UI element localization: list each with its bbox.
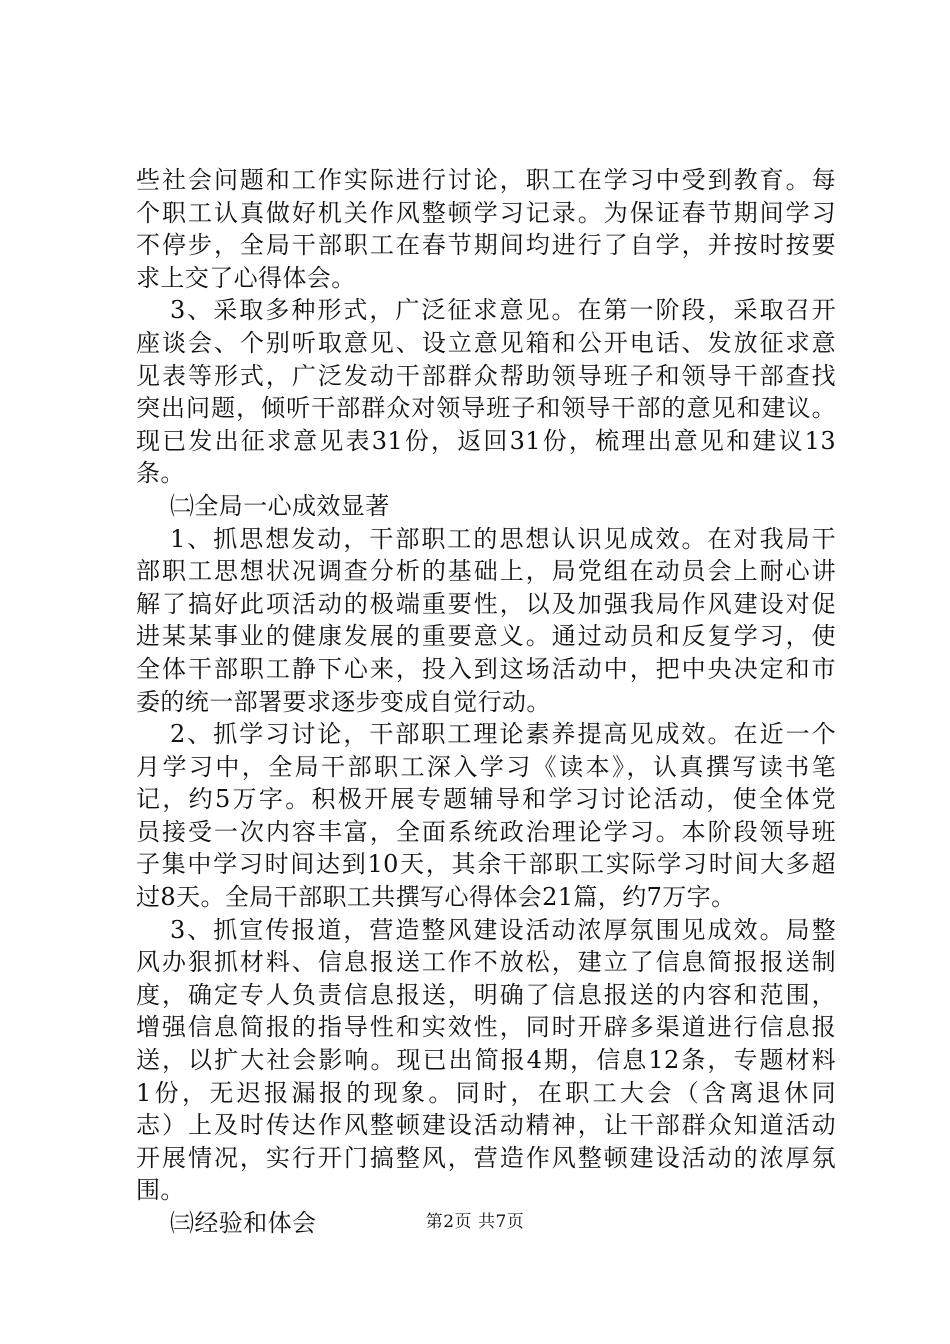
text-line: 突出问题，倾听干部群众对领导班子和领导干部的意见和建议。 (136, 394, 836, 423)
text-line: 记，约5万字。积极开展专题辅导和学习讨论活动，使全体党 (136, 785, 836, 814)
text-line: 子集中学习时间达到10天，其余干部职工实际学习时间大多超 (136, 850, 836, 879)
paragraph-start-line: 1、抓思想发动，干部职工的思想认识见成效。在对我局干 (170, 524, 836, 553)
text-line: 见表等形式，广泛发动干部群众帮助领导班子和领导干部查找 (136, 361, 836, 390)
text-line: 条。 (136, 459, 185, 488)
text-line: 座谈会、个别听取意见、设立意见箱和公开电话、发放征求意 (136, 328, 836, 357)
text-line: 部职工思想状况调查分析的基础上，局党组在动员会上耐心讲 (136, 557, 836, 586)
text-line: 不停步，全局干部职工在春节期间均进行了自学，并按时按要 (136, 231, 836, 260)
text-line: 些社会问题和工作实际进行讨论，职工在学习中受到教育。每 (136, 166, 836, 194)
text-line: 求上交了心得体会。 (136, 263, 356, 292)
text-line: 志）上及时传达作风整顿建设活动精神，让干部群众知道活动 (136, 1111, 836, 1140)
paragraph-start-line: 3、抓宣传报道，营造整风建设活动浓厚氛围见成效。局整 (170, 915, 836, 944)
text-line: 个职工认真做好机关作风整顿学习记录。为保证春节期间学习 (136, 198, 836, 227)
text-line: 送，以扩大社会影响。现已出简报4期，信息12条，专题材料 (136, 1046, 836, 1075)
text-line: 增强信息简报的指导性和实效性，同时开辟多渠道进行信息报 (136, 1013, 836, 1042)
text-line: 月学习中，全局干部职工深入学习《读本》，认真撰写读书笔 (136, 752, 836, 781)
body-text (136, 164, 836, 1240)
text-line: 开展情况，实行开门搞整风，营造作风整顿建设活动的浓厚氛 (136, 1143, 836, 1172)
text-line: 度，确定专人负责信息报送，明确了信息报送的内容和范围， (136, 980, 836, 1009)
section-heading: ㈡全局一心成效显著 (170, 491, 390, 520)
page-number: 第2页 共7页 (425, 1212, 525, 1232)
section-heading: ㈢经验和体会 (170, 1209, 317, 1237)
text-line: 进某某事业的健康发展的重要意义。通过动员和反复学习，使 (136, 622, 836, 651)
text-line: 解了搞好此项活动的极端重要性，以及加强我局作风建设对促 (136, 589, 836, 618)
text-line: 现已发出征求意见表31份，返回31份，梳理出意见和建议13 (136, 426, 836, 455)
text-line: 风办狠抓材料、信息报送工作不放松，建立了信息简报报送制 (136, 948, 836, 977)
text-line: 1份，无迟报漏报的现象。同时，在职工大会（含离退休同 (136, 1078, 836, 1107)
text-line: 委的统一部署要求逐步变成自觉行动。 (136, 687, 551, 716)
text-line: 全体干部职工静下心来，投入到这场活动中，把中央决定和市 (136, 654, 836, 683)
text-line: 过8天。全局干部职工共撰写心得体会21篇，约7万字。 (136, 883, 736, 912)
paragraph-start-line: 3、采取多种形式，广泛征求意见。在第一阶段，采取召开 (170, 296, 836, 325)
text-line: 围。 (136, 1176, 185, 1205)
text-line: 员接受一次内容丰富，全面系统政治理论学习。本阶段领导班 (136, 817, 836, 846)
paragraph-start-line: 2、抓学习讨论，干部职工理论素养提高见成效。在近一个 (170, 720, 836, 749)
page-footer (0, 1210, 950, 1234)
